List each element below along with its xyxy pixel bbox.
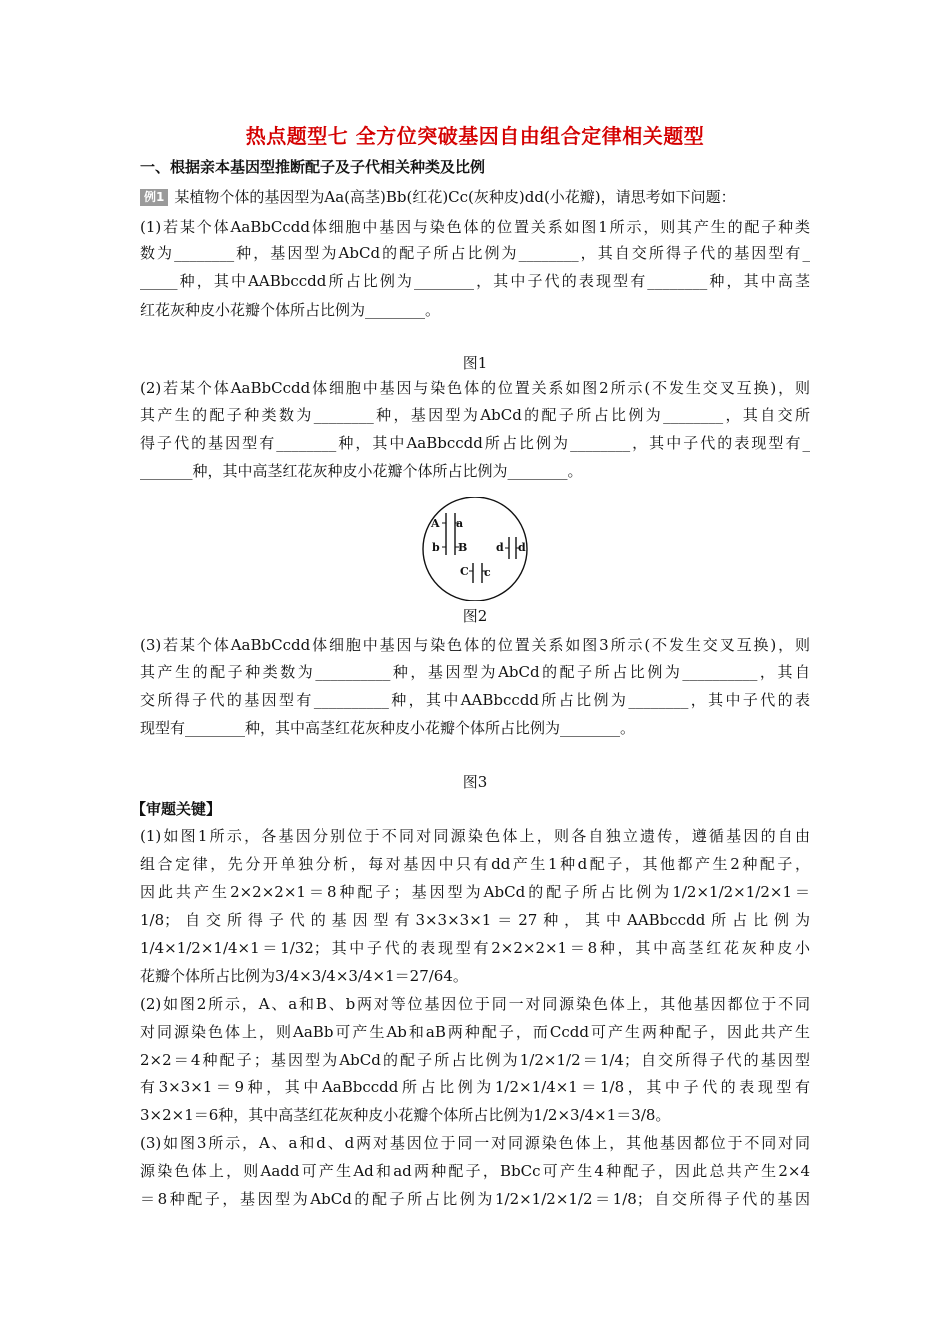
example-intro: [140, 187, 810, 207]
q2-line: 其产生的配子种类数为________种，基因型为AbCd的配子所占比例为________，其自交所: [140, 406, 810, 424]
figure-3-caption: 图3: [462, 773, 488, 791]
gene-label-d: d: [496, 541, 504, 554]
a1-line: (1)如图1所示，各基因分别位于不同对同源染色体上，则各自独立遗传，遵循基因的自由: [140, 827, 810, 845]
a2-line: 对同源染色体上，则AaBb可产生Ab和aB两种配子，而Ccdd可产生两种配子，因此共产生: [140, 1023, 810, 1041]
q1-line: 数为________种，基因型为AbCd的配子所占比例为________，其自交所得子代的基因型有_: [140, 244, 810, 262]
a2-line: 2×2＝4种配子；基因型为AbCd的配子所占比例为1/2×1/2＝1/4；自交所得子代的基因型: [140, 1051, 810, 1069]
q1-line: (1)若某个体AaBbCcdd体细胞中基因与染色体的位置关系如图1所示，则其产生的配子种类: [140, 218, 810, 236]
gene-label-B: B: [458, 541, 468, 554]
q2-line: _______种，其中高茎红花灰种皮小花瓣个体所占比例为________。: [140, 462, 583, 480]
a2-line: (2)如图2所示，A、a和B、b两对等位基因位于同一对同源染色体上，其他基因都位于不同: [140, 995, 810, 1013]
q3-line: 交所得子代的基因型有__________种，其中AABbccdd所占比例为________，其中子代的表: [140, 691, 810, 709]
figure-1-caption: 图1: [462, 354, 488, 372]
a3-line: (3)如图3所示，A、a和d、d两对基因位于同一对同源染色体上，其他基因都位于不同对同: [140, 1134, 810, 1152]
intro-text: 某植物个体的基因型为Aa(高茎)Bb(红花)Cc(灰种皮)dd(小花瓣)，请思考如下问题：: [174, 188, 736, 206]
gene-label-c: c: [484, 566, 491, 579]
a1-line: 因此共产生2×2×2×1＝8种配子；基因型为AbCd的配子所占比例为1/2×1/2×1/2×1＝: [140, 883, 810, 901]
a1-line: 花瓣个体所占比例为3/4×3/4×3/4×1＝27/64。: [140, 967, 468, 985]
gene-label-b: b: [432, 541, 440, 554]
a2-line: 3×2×1＝6种，其中高茎红花灰种皮小花瓣个体所占比例为1/2×3/4×1＝3/8。: [140, 1106, 671, 1124]
gene-label-d: d: [518, 541, 526, 554]
a1-line: 1/8；自交所得子代的基因型有3×3×3×1＝27种，其中AABbccdd所占比例为: [140, 911, 810, 929]
a2-line: 有3×3×1＝9种，其中AaBbccdd所占比例为1/2×1/4×1＝1/8，其中子代的表现型有: [140, 1078, 810, 1096]
q1-line: _____种，其中AABbccdd所占比例为________，其中子代的表现型有________种，其中高茎: [140, 272, 810, 290]
gene-label-a: a: [456, 517, 464, 530]
gene-label-C: C: [460, 565, 469, 578]
example-badge: 例1: [140, 189, 168, 206]
figure-2-diagram: [420, 497, 530, 601]
q2-line: (2)若某个体AaBbCcdd体细胞中基因与染色体的位置关系如图2所示(不发生交叉互换)，则: [140, 379, 810, 397]
chromosome-diagram: [420, 497, 530, 601]
q1-line: 红花灰种皮小花瓣个体所占比例为________。: [140, 301, 441, 319]
q3-line: (3)若某个体AaBbCcdd体细胞中基因与染色体的位置关系如图3所示(不发生交叉互换)，则: [140, 636, 810, 654]
key-points-heading: 【审题关键】: [131, 800, 222, 818]
page-title: 热点题型七 全方位突破基因自由组合定律相关题型: [245, 124, 705, 148]
gene-label-A: A: [431, 517, 440, 530]
q3-line: 现型有________种，其中高茎红花灰种皮小花瓣个体所占比例为________。: [140, 719, 636, 737]
a1-line: 1/4×1/2×1/4×1＝1/32；其中子代的表现型有2×2×2×1＝8种，其中高茎红花灰种皮小: [140, 939, 810, 957]
section-heading: 一、根据亲本基因型推断配子及子代相关种类及比例: [140, 158, 486, 176]
a3-line: ＝8种配子，基因型为AbCd的配子所占比例为1/2×1/2×1/2＝1/8；自交所得子代的基因: [140, 1190, 810, 1208]
q2-line: 得子代的基因型有________种，其中AaBbccdd所占比例为________，其中子代的表现型有_: [140, 434, 810, 452]
figure-2-caption: 图2: [462, 607, 488, 625]
a3-line: 源染色体上，则Aadd可产生Ad和ad两种配子，BbCc可产生4种配子，因此总共产生2×4: [140, 1162, 810, 1180]
q3-line: 其产生的配子种类数为__________种，基因型为AbCd的配子所占比例为__________，其自: [140, 663, 810, 681]
a1-line: 组合定律，先分开单独分析，每对基因中只有dd产生1种d配子，其他都产生2种配子，: [140, 855, 810, 873]
